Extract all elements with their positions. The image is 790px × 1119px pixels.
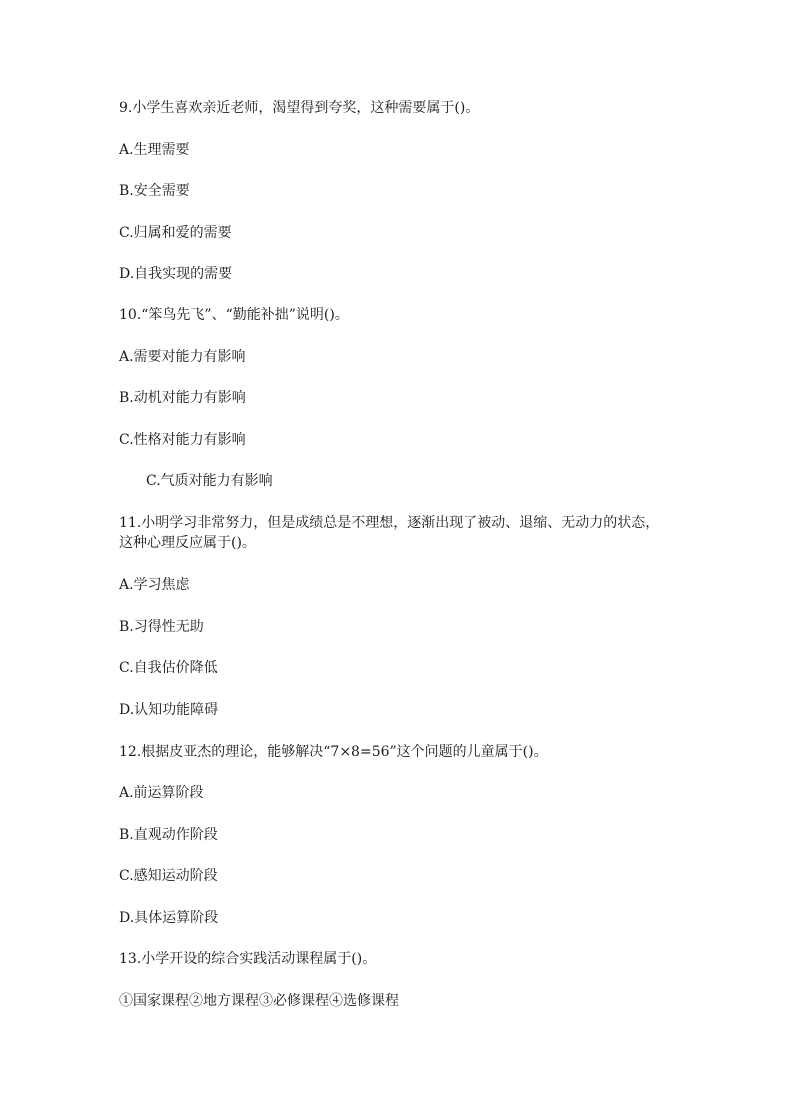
question-10-option-a: A.需要对能力有影响 — [119, 349, 246, 365]
question-11-line-2: 这种心理反应属于()。 — [119, 535, 256, 551]
question-9-option-d: D.自我实现的需要 — [119, 266, 233, 282]
question-12-option-c: C.感知运动阶段 — [119, 868, 218, 884]
question-9: 9.小学生喜欢亲近老师，渴望得到夸奖，这种需要属于()。 — [119, 100, 480, 116]
question-11-option-c: C.自我估价降低 — [119, 660, 218, 676]
question-12-option-b: B.直观动作阶段 — [119, 827, 218, 843]
question-11-line-1: 11.小明学习非常努力，但是成绩总是不理想，逐渐出现了被动、退缩、无动力的状态， — [119, 515, 660, 531]
question-10-option-c: C.性格对能力有影响 — [119, 432, 246, 448]
question-13-choices: ①国家课程②地方课程③必修课程④选修课程 — [119, 993, 399, 1009]
question-10: 10.“笨鸟先飞”、“勤能补拙”说明()。 — [119, 307, 349, 323]
question-11-option-b: B.习得性无助 — [119, 619, 204, 635]
question-11-option-d: D.认知功能障碍 — [119, 702, 219, 718]
question-10-option-b: B.动机对能力有影响 — [119, 390, 246, 406]
question-9-option-c: C.归属和爱的需要 — [119, 225, 232, 241]
question-9-option-a: A.生理需要 — [119, 142, 190, 158]
question-10-option-c-duplicate: C.气质对能力有影响 — [146, 473, 273, 489]
question-13: 13.小学开设的综合实践活动课程属于()。 — [119, 951, 377, 967]
question-12: 12.根据皮亚杰的理论，能够解决“7×8=56”这个问题的儿童属于()。 — [119, 744, 548, 760]
question-12-option-d: D.具体运算阶段 — [119, 910, 219, 926]
question-12-option-a: A.前运算阶段 — [119, 785, 204, 801]
question-9-option-b: B.安全需要 — [119, 183, 190, 199]
question-11-option-a: A.学习焦虑 — [119, 577, 190, 593]
